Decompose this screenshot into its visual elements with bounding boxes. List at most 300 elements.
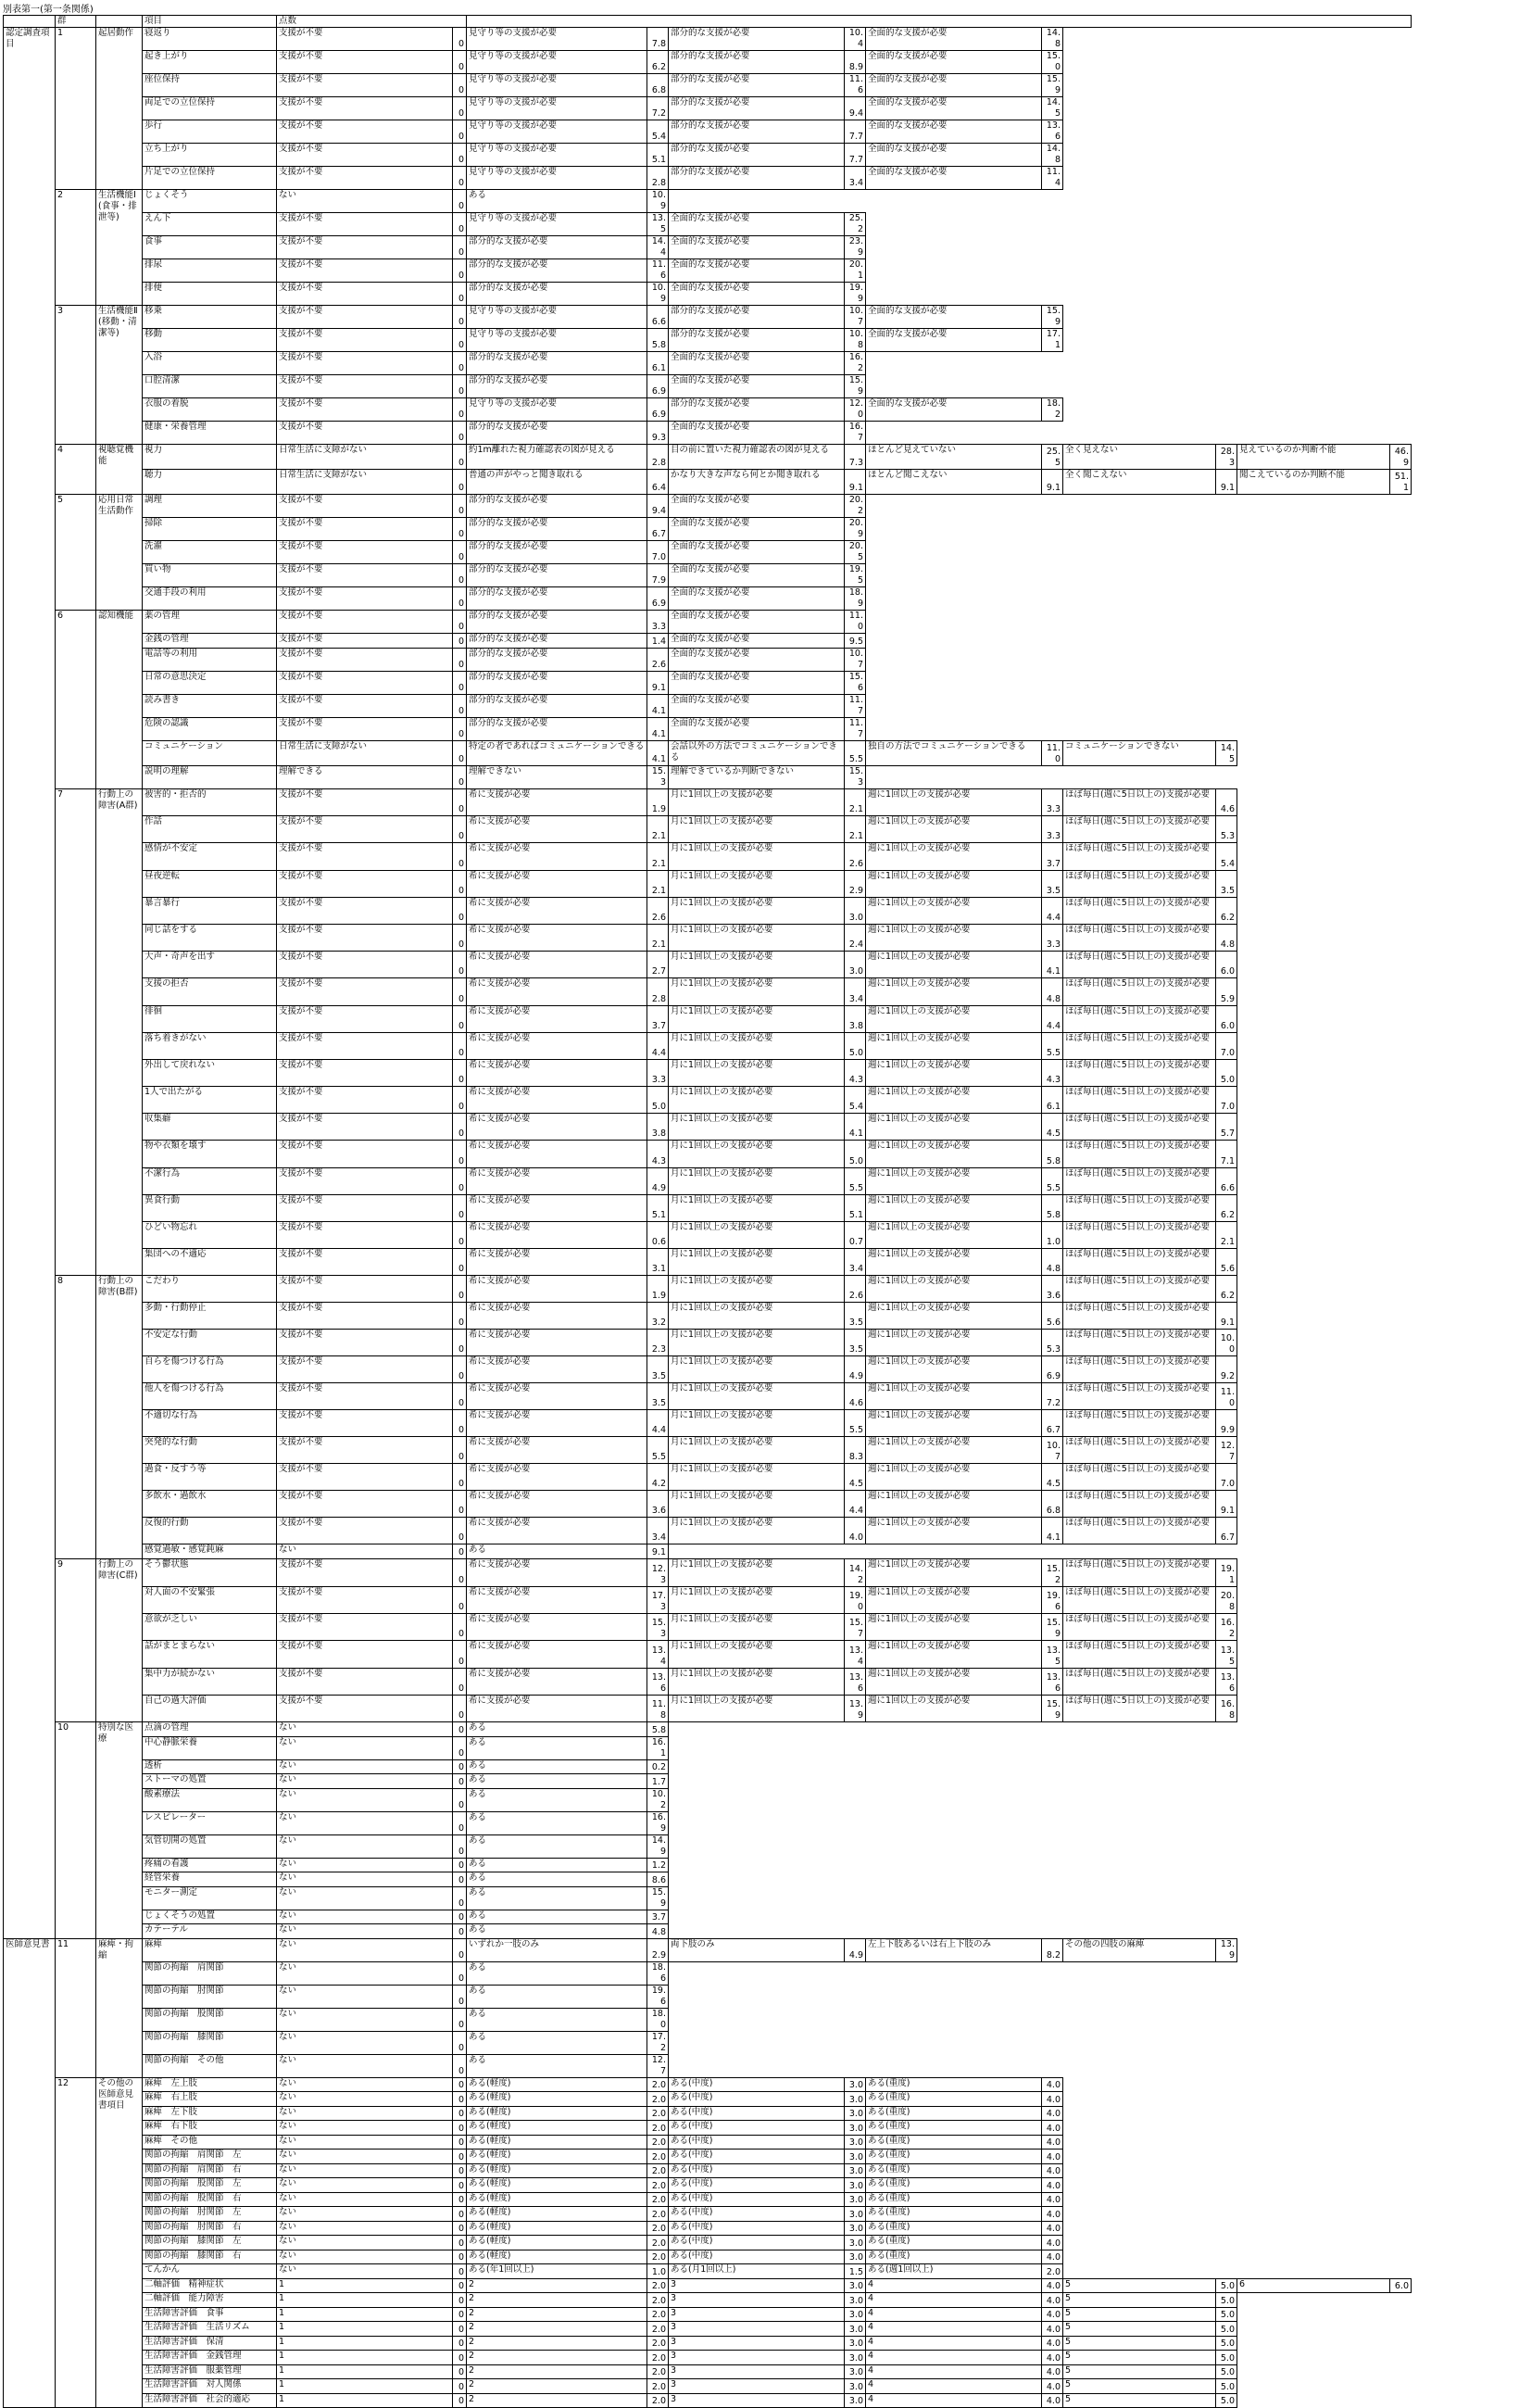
option-score: 1.5: [845, 2264, 866, 2279]
item-label: 生活障害評価 保清: [143, 2336, 277, 2351]
option-label: 4: [866, 2336, 1042, 2351]
option-score: 3.0: [845, 2322, 866, 2337]
empty-cell: [1390, 2379, 1412, 2394]
option-score: 16.1: [647, 1736, 669, 1759]
option-score: 17.2: [647, 2031, 669, 2054]
option-score: 2.0: [647, 2178, 669, 2193]
empty-cell: [1390, 634, 1412, 649]
option-score: 0: [453, 259, 467, 283]
option-label: 日常生活に支障がない: [277, 741, 453, 766]
option-score: 0: [453, 1924, 467, 1939]
option-score: 17.3: [647, 1586, 669, 1613]
empty-cell: [845, 2054, 866, 2077]
table-row: [4, 2054, 1412, 2077]
option-label: ない: [277, 1811, 453, 1834]
option-score: 13.4: [647, 1641, 669, 1668]
empty-cell: [1237, 1544, 1390, 1559]
option-label: ほぼ毎日(週に5日以上の)支援が必要: [1063, 1303, 1216, 1330]
option-score: 4.3: [1042, 1059, 1063, 1086]
empty-cell: [1042, 1774, 1063, 1789]
option-score: 0: [453, 2077, 467, 2092]
empty-cell: [1042, 352, 1063, 375]
group-name: 生活機能Ⅰ(食事・排泄等): [96, 190, 143, 306]
empty-cell: [1237, 1938, 1390, 1961]
empty-cell: [1042, 236, 1063, 259]
option-label: いずれか一肢のみ: [467, 1938, 647, 1961]
option-score: 10.9: [647, 190, 669, 213]
option-score: 3.0: [845, 2207, 866, 2222]
empty-cell: [1063, 2135, 1216, 2150]
option-score: 4.0: [1042, 2322, 1063, 2337]
empty-cell: [1390, 375, 1412, 398]
option-score: 12.3: [647, 1559, 669, 1586]
empty-cell: [845, 1544, 866, 1559]
empty-cell: [1237, 1788, 1390, 1811]
option-score: 4.0: [1042, 2364, 1063, 2379]
empty-cell: [1216, 2054, 1237, 2077]
item-label: 多動・行動停止: [143, 1303, 277, 1330]
table-row: [4, 1834, 1412, 1858]
option-label: 見守り等の支援が必要: [467, 398, 647, 422]
option-label: 希に支援が必要: [467, 870, 647, 897]
option-score: 0: [453, 1005, 467, 1032]
empty-cell: [1216, 259, 1237, 283]
option-score: 5.8: [1042, 1194, 1063, 1221]
table-row: [4, 1087, 1412, 1114]
table-row: [4, 1938, 1412, 1961]
option-label: 部分的な支援が必要: [467, 518, 647, 541]
option-label: 週に1回以上の支援が必要: [866, 1437, 1042, 1464]
empty-cell: [1237, 518, 1390, 541]
empty-cell: [1390, 306, 1412, 329]
option-label: 希に支援が必要: [467, 1087, 647, 1114]
item-label: 収集癖: [143, 1114, 277, 1141]
option-score: 0: [453, 1303, 467, 1330]
empty-cell: [1390, 495, 1412, 518]
table-row: [4, 1858, 1412, 1872]
section-header-cell: [4, 16, 56, 28]
empty-cell: [1063, 634, 1216, 649]
table-row: [4, 1774, 1412, 1789]
option-score: 0: [453, 398, 467, 422]
option-label: 支援が不要: [277, 97, 453, 120]
option-score: 6.7: [1042, 1410, 1063, 1437]
empty-cell: [1237, 2031, 1390, 2054]
empty-cell: [1063, 541, 1216, 564]
option-score: 4.0: [1042, 2192, 1063, 2207]
empty-cell: [1390, 1491, 1412, 1518]
option-score: 7.9: [647, 564, 669, 587]
option-score: 0: [453, 2135, 467, 2150]
option-score: 0: [453, 495, 467, 518]
empty-cell: [866, 1886, 1042, 1910]
option-score: 4.0: [1042, 2106, 1063, 2121]
empty-cell: [1390, 2336, 1412, 2351]
group-number: 3: [56, 306, 96, 445]
empty-cell: [1216, 2077, 1237, 2092]
option-label: ある(年1回以上): [467, 2264, 647, 2279]
empty-cell: [1390, 2135, 1412, 2150]
option-label: 週に1回以上の支援が必要: [866, 1668, 1042, 1695]
item-label: 被害的・拒否的: [143, 789, 277, 816]
empty-cell: [1216, 1924, 1237, 1939]
empty-cell: [866, 564, 1042, 587]
empty-cell: [1063, 74, 1216, 97]
option-score: 0: [453, 1788, 467, 1811]
empty-cell: [1216, 649, 1237, 672]
option-score: 9.2: [1216, 1356, 1237, 1383]
empty-cell: [1063, 1886, 1216, 1910]
empty-cell: [1063, 564, 1216, 587]
empty-cell: [1237, 2264, 1390, 2279]
option-label: 希に支援が必要: [467, 1167, 647, 1194]
item-label: 掃除: [143, 518, 277, 541]
option-label: ある: [467, 2054, 647, 2077]
table-row: [4, 1695, 1412, 1721]
empty-cell: [1216, 120, 1237, 144]
option-score: 5.1: [845, 1194, 866, 1221]
option-score: 3.5: [647, 1356, 669, 1383]
option-label: 希に支援が必要: [467, 1276, 647, 1303]
empty-cell: [1042, 564, 1063, 587]
option-score: 4.5: [845, 1464, 866, 1491]
empty-cell: [1390, 766, 1412, 789]
item-label: 座位保持: [143, 74, 277, 97]
empty-cell: [1216, 97, 1237, 120]
option-score: 4.3: [845, 1059, 866, 1086]
option-score: 15.9: [1042, 1695, 1063, 1721]
option-score: 13.5: [1216, 1641, 1237, 1668]
option-label: 見守り等の支援が必要: [467, 144, 647, 167]
item-label: てんかん: [143, 2264, 277, 2279]
empty-cell: [866, 2031, 1042, 2054]
option-label: 希に支援が必要: [467, 1114, 647, 1141]
item-label: 口腔清潔: [143, 375, 277, 398]
empty-cell: [1390, 236, 1412, 259]
table-row: [4, 718, 1412, 741]
table-row: [4, 236, 1412, 259]
empty-cell: [845, 1886, 866, 1910]
option-score: 3.0: [845, 2221, 866, 2236]
option-label: ある(重度): [866, 2221, 1042, 2236]
option-score: 3.3: [1042, 816, 1063, 843]
option-score: 2.8: [647, 167, 669, 190]
option-label: 週に1回以上の支援が必要: [866, 1695, 1042, 1721]
option-label: 希に支援が必要: [467, 1464, 647, 1491]
option-label: 部分的な支援が必要: [467, 541, 647, 564]
empty-cell: [1216, 695, 1237, 718]
empty-cell: [1063, 1985, 1216, 2008]
option-score: 51.1: [1390, 470, 1412, 495]
option-label: ない: [277, 2092, 453, 2107]
empty-cell: [1237, 1759, 1390, 1774]
option-label: 希に支援が必要: [467, 789, 647, 816]
option-score: 19.9: [845, 283, 866, 306]
option-label: 全面的な支援が必要: [866, 74, 1042, 97]
empty-cell: [1390, 167, 1412, 190]
option-label: 支援が不要: [277, 422, 453, 445]
option-label: 週に1回以上の支援が必要: [866, 1330, 1042, 1356]
option-score: 6.2: [647, 51, 669, 74]
option-label: 支援が不要: [277, 236, 453, 259]
option-score: 2.0: [647, 2364, 669, 2379]
option-label: 全面的な支援が必要: [669, 495, 845, 518]
item-label: 集団への不適応: [143, 1249, 277, 1276]
table-row: [4, 2150, 1412, 2164]
empty-cell: [866, 1722, 1042, 1737]
table-row: [4, 789, 1412, 816]
option-score: 6.7: [1216, 1518, 1237, 1544]
option-score: 7.3: [845, 445, 866, 470]
option-score: 3.0: [845, 2351, 866, 2365]
option-label: 支援が不要: [277, 1695, 453, 1721]
option-label: ある(軽度): [467, 2121, 647, 2136]
option-label: 支援が不要: [277, 816, 453, 843]
item-label: 他人を傷つける行為: [143, 1383, 277, 1410]
option-score: 9.4: [845, 97, 866, 120]
empty-cell: [1390, 1167, 1412, 1194]
option-label: 週に1回以上の支援が必要: [866, 1559, 1042, 1586]
option-score: 3.7: [1042, 843, 1063, 870]
empty-cell: [1237, 422, 1390, 445]
empty-cell: [845, 190, 866, 213]
item-label: じょくそうの処置: [143, 1910, 277, 1924]
option-label: 全面的な支援が必要: [669, 375, 845, 398]
option-score: 0: [453, 120, 467, 144]
option-label: 1: [277, 2322, 453, 2337]
option-label: ない: [277, 1961, 453, 1985]
empty-cell: [669, 1858, 845, 1872]
option-score: 1.9: [647, 1276, 669, 1303]
item-label: 健康・栄養管理: [143, 422, 277, 445]
option-label: ほぼ毎日(週に5日以上の)支援が必要: [1063, 1249, 1216, 1276]
option-label: 週に1回以上の支援が必要: [866, 1613, 1042, 1640]
option-label: ある: [467, 1544, 647, 1559]
table-row: [4, 2264, 1412, 2279]
option-score: 0: [453, 2293, 467, 2308]
option-label: ある(重度): [866, 2092, 1042, 2107]
empty-cell: [1237, 1437, 1390, 1464]
item-label: 麻痺: [143, 1938, 277, 1961]
option-score: 4.2: [647, 1464, 669, 1491]
option-label: ある(重度): [866, 2121, 1042, 2136]
empty-cell: [845, 1961, 866, 1985]
empty-cell: [1390, 2207, 1412, 2222]
item-label: 徘徊: [143, 1005, 277, 1032]
option-label: ほぼ毎日(週に5日以上の)支援が必要: [1063, 789, 1216, 816]
empty-cell: [669, 1722, 845, 1737]
option-label: 部分的な支援が必要: [467, 649, 647, 672]
option-score: 3.0: [845, 2379, 866, 2394]
option-score: 0: [453, 766, 467, 789]
option-label: 支援が不要: [277, 120, 453, 144]
empty-cell: [1063, 236, 1216, 259]
empty-cell: [1237, 190, 1390, 213]
empty-cell: [1390, 1518, 1412, 1544]
option-score: 15.9: [845, 375, 866, 398]
empty-cell: [1063, 672, 1216, 695]
table-row: [4, 587, 1412, 611]
empty-cell: [1216, 2092, 1237, 2107]
option-score: 0.2: [647, 1759, 669, 1774]
empty-cell: [669, 1736, 845, 1759]
option-score: 19.1: [1216, 1559, 1237, 1586]
empty-cell: [1237, 611, 1390, 634]
option-score: 0: [453, 1613, 467, 1640]
option-label: ほぼ毎日(週に5日以上の)支援が必要: [1063, 1087, 1216, 1114]
option-label: 理解できない: [467, 766, 647, 789]
option-score: 0.6: [647, 1222, 669, 1249]
option-label: 全面的な支援が必要: [866, 306, 1042, 329]
empty-cell: [1063, 352, 1216, 375]
empty-cell: [866, 190, 1042, 213]
option-score: 3.8: [845, 1005, 866, 1032]
option-score: 2.0: [647, 2163, 669, 2178]
option-label: 支援が不要: [277, 1222, 453, 1249]
option-label: 2: [467, 2379, 647, 2394]
empty-cell: [1390, 741, 1412, 766]
option-score: 0: [453, 306, 467, 329]
option-score: 5.0: [1216, 2278, 1237, 2293]
option-score: 12.7: [1216, 1437, 1237, 1464]
option-score: 5.1: [647, 144, 669, 167]
option-label: 理解できているか判断できない: [669, 766, 845, 789]
option-label: ほぼ毎日(週に5日以上の)支援が必要: [1063, 816, 1216, 843]
table-row: [4, 816, 1412, 843]
empty-cell: [1390, 28, 1412, 51]
empty-cell: [866, 1858, 1042, 1872]
empty-cell: [1390, 672, 1412, 695]
option-score: 2.1: [647, 870, 669, 897]
option-score: 2.7: [647, 952, 669, 978]
option-score: 15.3: [647, 1613, 669, 1640]
empty-cell: [1216, 167, 1237, 190]
option-score: 3.5: [845, 1303, 866, 1330]
option-score: 3.8: [647, 1114, 669, 1141]
option-label: 4: [866, 2307, 1042, 2322]
option-score: 5.0: [845, 1141, 866, 1167]
option-score: 18.0: [647, 2008, 669, 2031]
option-label: ほぼ毎日(週に5日以上の)支援が必要: [1063, 897, 1216, 924]
empty-cell: [1042, 718, 1063, 741]
option-label: 週に1回以上の支援が必要: [866, 1518, 1042, 1544]
option-score: 6.9: [647, 375, 669, 398]
option-label: ほぼ毎日(週に5日以上の)支援が必要: [1063, 1114, 1216, 1141]
option-label: ない: [277, 1759, 453, 1774]
empty-cell: [1237, 1087, 1390, 1114]
option-score: 5.0: [1216, 2364, 1237, 2379]
option-score: 4.4: [1042, 1005, 1063, 1032]
option-score: 0: [453, 1668, 467, 1695]
empty-cell: [1390, 587, 1412, 611]
empty-cell: [1042, 587, 1063, 611]
option-label: 独自の方法でコミュニケーションできる: [866, 741, 1042, 766]
empty-cell: [866, 375, 1042, 398]
item-label: 排尿: [143, 259, 277, 283]
empty-cell: [1390, 2008, 1412, 2031]
empty-cell: [1390, 1222, 1412, 1249]
option-label: 見守り等の支援が必要: [467, 97, 647, 120]
option-label: 支援が不要: [277, 564, 453, 587]
empty-cell: [1237, 1886, 1390, 1910]
table-row: [4, 97, 1412, 120]
option-score: 2.0: [647, 2236, 669, 2250]
option-score: 4.8: [1216, 924, 1237, 951]
item-label: 麻痺 左下肢: [143, 2106, 277, 2121]
option-score: 4.0: [1042, 2278, 1063, 2293]
option-label: 希に支援が必要: [467, 1559, 647, 1586]
option-score: 9.1: [1216, 1303, 1237, 1330]
empty-cell: [1390, 1586, 1412, 1613]
empty-cell: [1216, 51, 1237, 74]
option-label: 希に支援が必要: [467, 1641, 647, 1668]
option-label: 3: [669, 2393, 845, 2408]
empty-cell: [1390, 695, 1412, 718]
option-score: 20.5: [845, 541, 866, 564]
empty-cell: [1063, 2221, 1216, 2236]
option-label: 全く聞こえない: [1063, 470, 1216, 495]
empty-cell: [1237, 1059, 1390, 1086]
item-label: 関節の拘縮 膝関節 右: [143, 2250, 277, 2264]
option-label: 部分的な支援が必要: [669, 398, 845, 422]
empty-cell: [1237, 1356, 1390, 1383]
option-label: 支援が不要: [277, 1383, 453, 1410]
table-row: [4, 2236, 1412, 2250]
item-label: 気管切開の処置: [143, 1834, 277, 1858]
option-score: 18.6: [647, 1961, 669, 1985]
empty-cell: [1237, 352, 1390, 375]
empty-cell: [1063, 1961, 1216, 1985]
empty-cell: [1216, 1736, 1237, 1759]
empty-cell: [1237, 1834, 1390, 1858]
empty-cell: [1237, 2008, 1390, 2031]
empty-cell: [1063, 1811, 1216, 1834]
option-label: ある(軽度): [467, 2236, 647, 2250]
empty-cell: [1216, 718, 1237, 741]
table-row: [4, 2192, 1412, 2207]
empty-cell: [1042, 1759, 1063, 1774]
option-score: 0: [453, 445, 467, 470]
option-label: ある(中度): [669, 2250, 845, 2264]
option-score: 2.1: [647, 816, 669, 843]
option-label: 部分的な支援が必要: [467, 236, 647, 259]
item-label: 関節の拘縮 股関節: [143, 2008, 277, 2031]
table-row: [4, 28, 1412, 51]
option-score: 2.6: [647, 897, 669, 924]
empty-cell: [1390, 1641, 1412, 1668]
option-score: 3.0: [845, 2077, 866, 2092]
empty-cell: [1237, 2163, 1390, 2178]
option-label: ある: [467, 1834, 647, 1858]
table-row: [4, 51, 1412, 74]
empty-cell: [1042, 1858, 1063, 1872]
item-label: 中心静脈栄養: [143, 1736, 277, 1759]
option-score: 0: [453, 1032, 467, 1059]
option-label: 部分的な支援が必要: [669, 329, 845, 352]
table-row: [4, 843, 1412, 870]
empty-cell: [1390, 816, 1412, 843]
option-label: 理解できる: [277, 766, 453, 789]
table-row: [4, 1668, 1412, 1695]
option-label: 部分的な支援が必要: [467, 611, 647, 634]
empty-cell: [1042, 1544, 1063, 1559]
empty-cell: [1237, 564, 1390, 587]
option-score: 1.9: [647, 789, 669, 816]
table-row: [4, 375, 1412, 398]
empty-cell: [866, 587, 1042, 611]
empty-cell: [1216, 1759, 1237, 1774]
item-label: 関節の拘縮 肩関節: [143, 1961, 277, 1985]
